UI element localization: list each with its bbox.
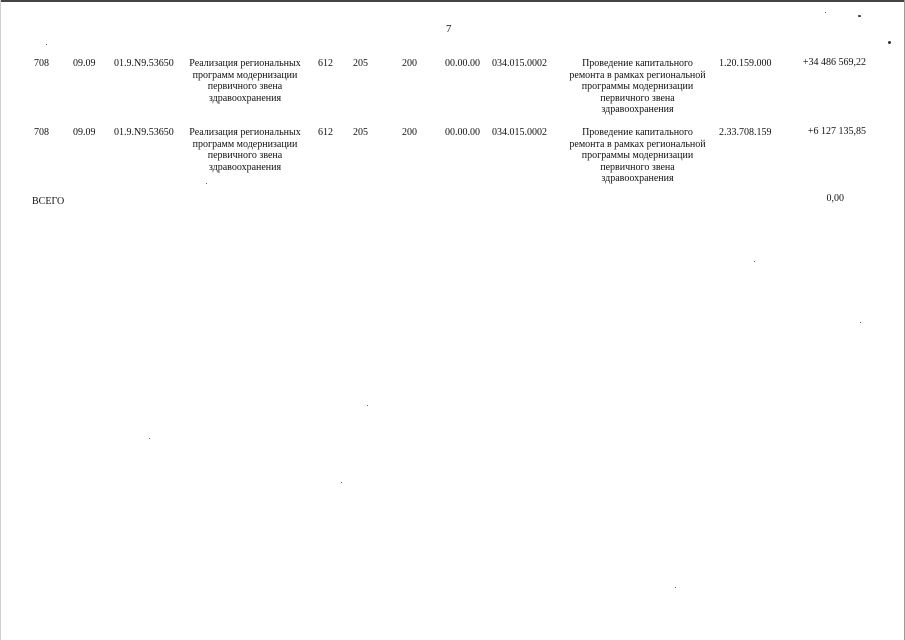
- scan-left-edge: [0, 0, 1, 640]
- scan-speck: [149, 438, 150, 439]
- scan-top-edge: [0, 0, 905, 2]
- scan-speck: [367, 405, 368, 406]
- row-code-cell: 708: [34, 127, 49, 138]
- target-article-cell: 01.9.N9.53650: [114, 58, 174, 69]
- page-number: 7: [446, 23, 452, 35]
- event-code-cell: 034.015.0002: [492, 58, 547, 69]
- code-zero-cell: 00.00.00: [445, 127, 480, 138]
- code-200-cell: 200: [402, 58, 417, 69]
- event-code-cell: 034.015.0002: [492, 127, 547, 138]
- expense-type-cell: 612: [318, 58, 333, 69]
- code-zero-cell: 00.00.00: [445, 58, 480, 69]
- scan-speck: [888, 41, 891, 44]
- scan-speck: [860, 322, 861, 323]
- scan-speck: [858, 15, 861, 17]
- event-description-cell: Проведение капитального ремонта в рамках региональной программы модернизации первичного звена здравоохранения: [569, 127, 706, 184]
- scan-speck: [206, 183, 207, 184]
- scan-speck: [341, 482, 342, 483]
- total-label: ВСЕГО: [32, 196, 65, 207]
- scan-speck: [675, 587, 676, 588]
- program-name-cell: Реализация региональных программ модернизации первичного звена здравоохранения: [189, 127, 301, 173]
- funding-code-cell: 2.33.708.159: [719, 127, 772, 138]
- code-200-cell: 200: [402, 127, 417, 138]
- program-name-cell: Реализация региональных программ модернизации первичного звена здравоохранения: [189, 58, 301, 104]
- total-value: 0,00: [826, 193, 844, 204]
- expense-type-cell: 612: [318, 127, 333, 138]
- row-code-cell: 708: [34, 58, 49, 69]
- amount-cell: +6 127 135,85: [807, 126, 866, 137]
- scan-speck: [754, 261, 755, 262]
- scan-speck: [46, 44, 47, 45]
- scan-speck: [825, 12, 826, 13]
- event-description-cell: Проведение капитального ремонта в рамках региональной программы модернизации первичного звена здравоохранения: [569, 58, 706, 115]
- funding-code-cell: 1.20.159.000: [719, 58, 772, 69]
- section-cell: 09.09: [73, 58, 96, 69]
- target-article-cell: 01.9.N9.53650: [114, 127, 174, 138]
- kosgu-cell: 205: [353, 127, 368, 138]
- kosgu-cell: 205: [353, 58, 368, 69]
- amount-cell: +34 486 569,22: [802, 57, 866, 68]
- section-cell: 09.09: [73, 127, 96, 138]
